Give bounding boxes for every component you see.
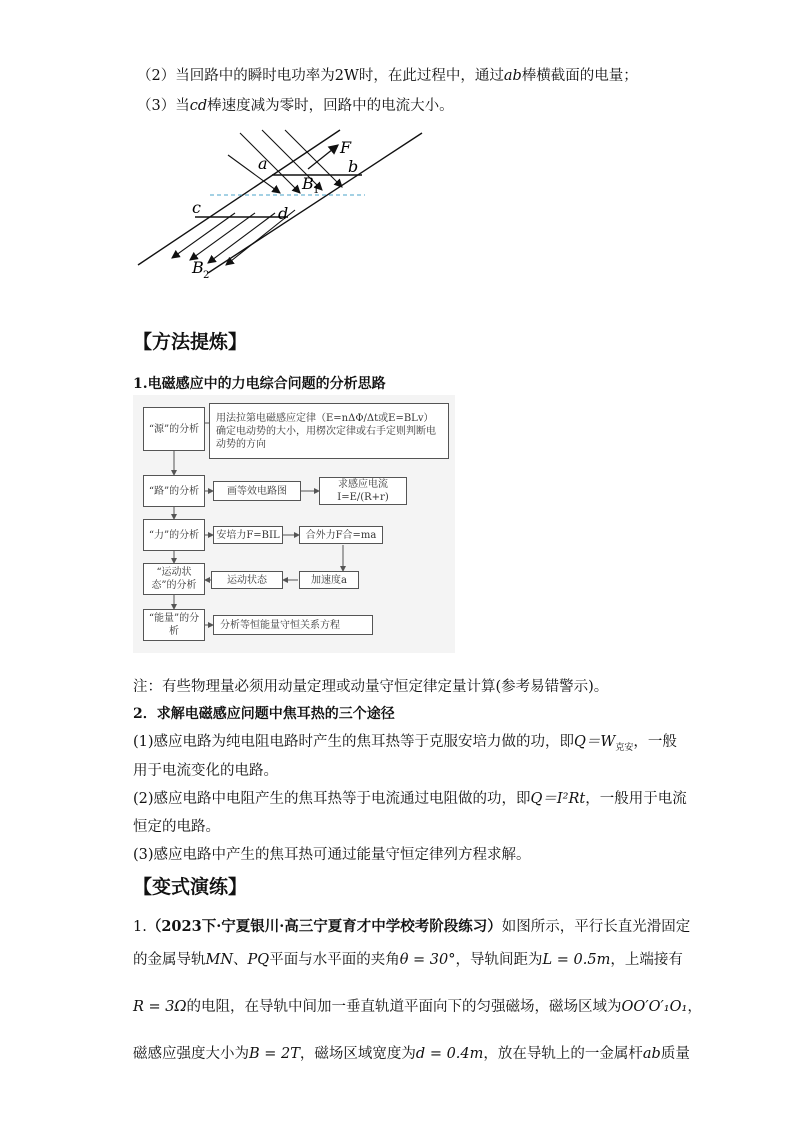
q1-source: （2023下·宁夏银川·高三宁夏育才中学校考阶段练习） [146,918,502,935]
question-3-line: （3）当cd棒速度减为零时，回路中的电流大小。 [137,98,454,114]
formula-d: d = 0.4m [415,1046,484,1062]
flow-accel-desc: 加速度a [299,571,359,589]
flow-energy: “能量”的分析 [143,609,205,641]
method-subheading-1: 1.电磁感应中的力电综合问题的分析思路 [133,376,386,392]
method-note: 注：有些物理量必须用动量定理或动量守恒定律定量计算(参考易错警示)。 [133,679,609,695]
label-b: b [348,157,359,176]
formula-q-i2rt: Q＝I²Rt [530,791,586,807]
method-subheading-2: 2．求解电磁感应问题中焦耳热的三个途径 [133,706,395,722]
analysis-flowchart [133,395,455,653]
var-cd: cd [189,98,208,114]
flow-circuit: “路”的分析 [143,475,205,507]
b2-field-line [208,213,275,263]
paragraph-1-line-2: 用于电流变化的电路。 [133,763,278,779]
flow-motion: “运动状态”的分析 [143,563,205,595]
rail-right [208,133,422,273]
flow-motion-desc: 运动状态 [211,571,283,589]
q1-line-2: 的金属导轨MN、PQ平面与水平面的夹角θ = 30°，导轨间距为L = 0.5m，上端接有 [133,952,683,968]
question-2-line: （2）当回路中的瞬时电功率为2W时，在此过程中，通过ab棒横截面的电量； [137,68,638,84]
var-PQ: PQ [247,952,270,968]
paragraph-2-line-2: 恒定的电路。 [133,819,220,835]
label-B1-sub: 1 [313,185,320,196]
label-B1: B [302,174,314,193]
paragraph-3: (3)感应电路中产生的焦耳热可通过能量守恒定律列方程求解。 [133,847,531,863]
flow-source: “源”的分析 [143,407,205,451]
flow-current-desc: 求感应电流I=E/(R+r) [319,477,407,505]
label-a: a [258,154,268,173]
q1-line-3: R = 3Ω的电阻，在导轨中间加一垂直轨道平面向下的匀强磁场，磁场区域为OO′O′₁O₁， [133,999,702,1015]
rail-left [138,130,340,265]
formula-q-w-sub: 克安 [615,742,634,753]
flow-net-desc: 合外力F合=ma [299,526,383,544]
q1-line-4: 磁感应强度大小为B = 2T，磁场区域宽度为d = 0.4m，放在导轨上的一金属杆ab质量 [133,1046,690,1062]
flow-ampere-desc: 安培力F=BIL [213,526,283,544]
q1-line-1: 1.（2023下·宁夏银川·高三宁夏育才中学校考阶段练习）如图所示，平行长直光滑固定 [133,918,691,935]
label-B2-sub: 2 [203,270,210,281]
label-c: c [192,198,201,217]
var-ab: ab [503,68,522,84]
paragraph-1-line-1: (1)感应电路为纯电阻电路时产生的焦耳热等于克服安培力做的功，即$Q=W_{克安}$，一般 [133,734,677,753]
formula-theta: θ = 30° [399,952,456,968]
label-d: d [278,204,289,223]
formula-region: OO′O′₁O₁ [621,999,688,1015]
formula-B: B = 2T [249,1046,300,1062]
flow-circuit-desc: 画等效电路图 [213,481,301,501]
b2-field-line [190,213,255,260]
formula-q-w: Q＝W [574,734,616,750]
formula-L: L = 0.5m [542,952,611,968]
var-MN: MN [205,952,234,968]
method-heading: 【方法提炼】 [133,331,248,353]
label-B2: B [192,258,204,277]
practice-heading: 【变式演练】 [133,876,248,898]
rails-figure [130,125,430,290]
label-F: F [340,138,352,157]
var-ab-2: ab [642,1046,661,1062]
flow-source-desc: 用法拉第电磁感应定律（E=nΔΦ/Δt或E=BLv）确定电动势的大小，用楞次定律或右手定则判断电动势的方向 [209,403,449,459]
formula-R: R = 3Ω [133,999,187,1015]
flow-force: “力”的分析 [143,519,205,551]
flow-energy-desc: 分析等恒能量守恒关系方程 [213,615,373,635]
paragraph-2-line-1: (2)感应电路中电阻产生的焦耳热等于电流通过电阻做的功，即Q＝I²Rt，一般用于电流 [133,791,687,807]
